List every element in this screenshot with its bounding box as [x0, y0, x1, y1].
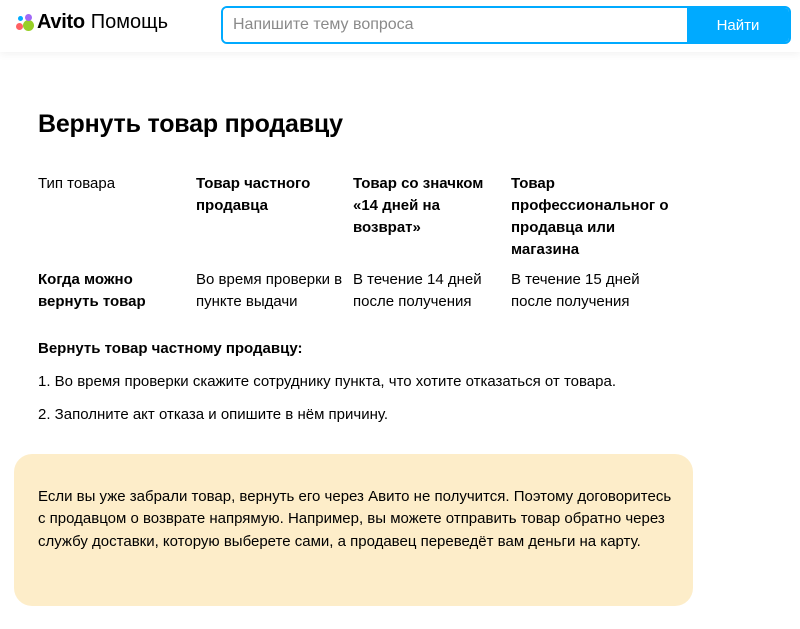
search-input[interactable] — [223, 8, 687, 42]
header — [0, 0, 800, 52]
table-cell-14days: В течение 14 дней после получения — [353, 271, 482, 310]
table-cell-professional: В течение 15 дней после получения — [511, 271, 640, 310]
section-subheading: Вернуть товар частному продавцу: — [38, 340, 303, 357]
page-title: Вернуть товар продавцу — [38, 110, 343, 138]
table-cell-private: Во время проверки в пункте выдачи — [196, 271, 343, 310]
avito-logo[interactable] — [14, 10, 168, 34]
table-row-label: Когда можно вернуть товар — [38, 271, 146, 310]
table-header-professional: Товар профессиональног о продавца или магазина — [511, 175, 669, 258]
search-bar — [221, 6, 791, 44]
table-header-private: Товар частного продавца — [196, 175, 311, 214]
logo-suffix: Помощь — [90, 10, 169, 33]
notice-text: Если вы уже забрали товар, вернуть его через Авито не получится. Поэтому договоритесь с продавцом о возврате напрямую. Например, вы можете отправить товар обратно через службу доставки, которую выберете сами, а продавец переведёт вам деньги на карту. — [38, 488, 672, 550]
logo-brand: Avito — [37, 10, 85, 33]
table-header-label: Тип товара — [38, 175, 116, 192]
search-button[interactable]: Найти — [687, 8, 789, 42]
step-item: 1. Во время проверки скажите сотруднику пункта, что хотите отказаться от товара. — [38, 373, 616, 390]
table-header-14days: Товар со значком «14 дней на возврат» — [353, 175, 484, 236]
avito-dots-icon — [14, 12, 34, 32]
notice-box — [14, 454, 693, 606]
step-item: 2. Заполните акт отказа и опишите в нём причину. — [38, 406, 389, 423]
